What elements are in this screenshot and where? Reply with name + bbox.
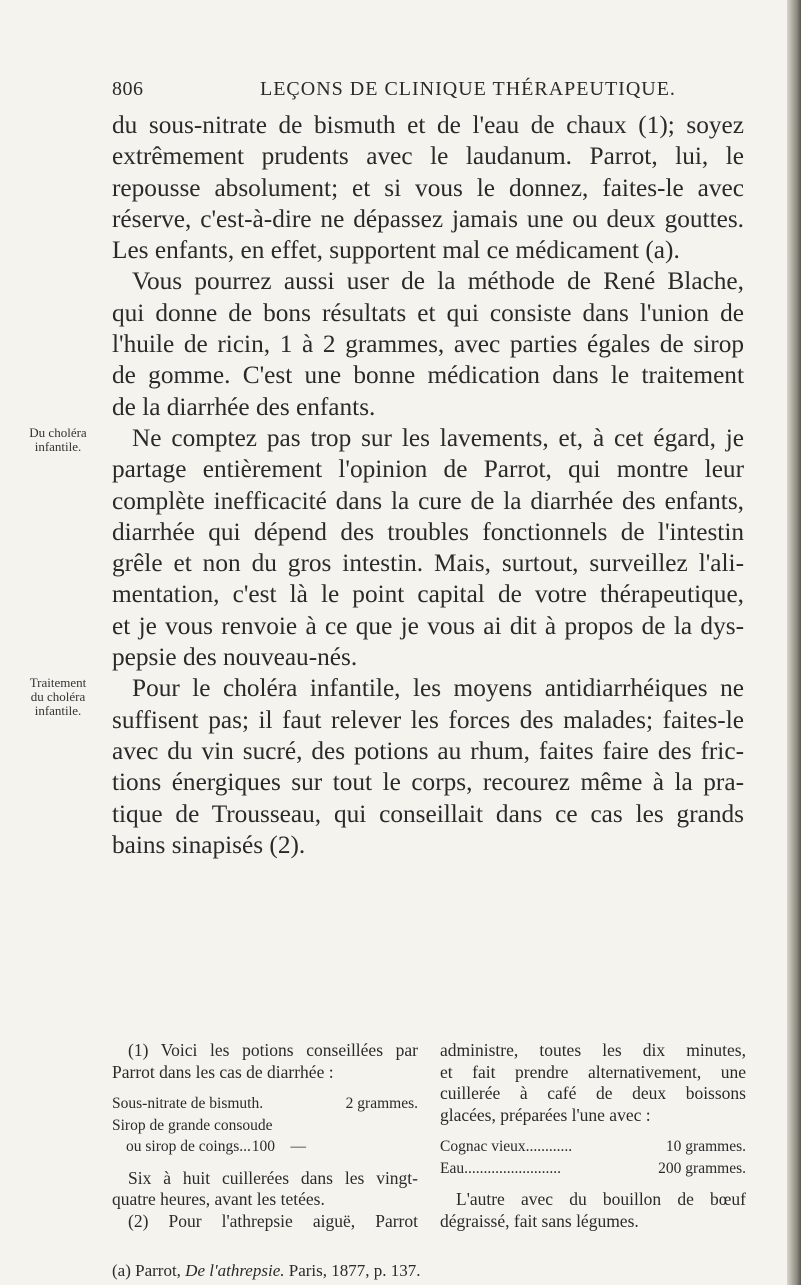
text-line: réserve, c'est-à-dire ne dépassez jamais une ou deux gouttes. — [112, 204, 744, 233]
text-line: de gomme. C'est une bonne médication dans le traitement — [112, 361, 744, 390]
text-line: extrêmement prudents avec le laudanum. Parrot, lui, le — [112, 142, 744, 171]
recipe-quantity: 10 grammes. — [665, 1138, 746, 1155]
text-line: Les enfants, en effet, supportent mal ce médicament (a). — [112, 236, 680, 265]
text-line: partage entièrement l'opinion de Parrot, qui montre leur — [112, 455, 744, 484]
margin-note-line: infantile. — [34, 439, 82, 454]
footnote-line: Six à huit cuillerées dans les vingt- — [128, 1167, 418, 1188]
margin-note-line: infantile. — [34, 703, 82, 718]
text-line: suffisent pas; il faut relever les forces des malades; faites-le — [112, 705, 744, 734]
recipe-ingredient: Cognac vieux............ — [440, 1138, 573, 1155]
text-line: Pour le choléra infantile, les moyens antidiarrhéiques ne — [132, 674, 744, 703]
footnote-line: L'autre avec du bouillon de bœuf — [456, 1189, 746, 1209]
recipe-row — [112, 1115, 418, 1137]
text-line: complète inefficacité dans la cure de la diarrhée des enfants, — [112, 486, 744, 515]
text-line: repousse absolument; et si vous le donnez, faites-le avec — [112, 173, 744, 202]
margin-note-line: du choléra — [30, 689, 86, 704]
paragraph-4 — [112, 673, 744, 861]
reference-marker: (a) — [112, 1261, 131, 1280]
text-line: l'huile de ricin, 1 à 2 grammes, avec parties égales de sirop — [112, 330, 744, 359]
footnote-line: (2) Pour l'athrepsie aiguë, Parrot — [128, 1210, 418, 1231]
footnote-line: dégraissé, fait sans légumes. — [440, 1210, 639, 1231]
text-line: grêle et non du gros intestin. Mais, surtout, surveillez l'ali- — [112, 549, 744, 578]
text-line: Ne comptez pas trop sur les lavements, et, à cet égard, je — [132, 423, 744, 452]
footnote-column-left — [112, 1040, 418, 1232]
text-line: mentation, c'est là le point capital de votre thérapeutique, — [112, 580, 744, 609]
footnote-column-right — [440, 1040, 746, 1232]
reference-work: De l'athrepsie. — [185, 1261, 285, 1280]
text-line: Vous pourrez aussi user de la méthode de René Blache, — [132, 267, 744, 296]
bibliographic-reference — [112, 1261, 748, 1281]
reference-details: Paris, 1877, p. 137. — [288, 1261, 421, 1280]
book-title: LEÇONS DE CLINIQUE THÉRAPEUTIQUE. — [260, 78, 676, 100]
text-line: avec du vin sucré, des potions au rhum, faites faire des fric- — [112, 736, 744, 765]
recipe-row — [440, 1136, 746, 1158]
footnote-line: administre, toutes les dix minutes, — [440, 1040, 746, 1060]
text-line: qui donne de bons résultats et qui consiste dans l'union de — [112, 298, 744, 327]
recipe-row — [112, 1093, 418, 1115]
recipe-ingredient: Sirop de grande consoude — [112, 1116, 273, 1134]
paragraph-2 — [112, 266, 744, 422]
recipe-quantity: 200 grammes. — [658, 1159, 746, 1177]
footnote-line: (1) Voici les potions conseillées par — [128, 1040, 418, 1060]
text-line: diarrhée qui dépend des troubles fonctionnels de l'intestin — [112, 517, 744, 546]
text-line: tique de Trousseau, qui conseillait dans ce cas les grands — [112, 799, 744, 828]
text-line: de la diarrhée des enfants. — [112, 392, 376, 421]
margin-note-traitement — [12, 676, 104, 718]
reference-author: Parrot, — [135, 1261, 181, 1280]
paragraph-3 — [112, 423, 744, 673]
margin-note-line: Traitement — [29, 675, 87, 690]
footnote-line: et fait prendre alternativement, une — [440, 1061, 746, 1082]
recipe-quantity: 100 — — [251, 1138, 306, 1155]
paragraph-1 — [112, 110, 744, 266]
recipe-row — [112, 1136, 306, 1158]
text-line: pepsie des nouveau-nés. — [112, 643, 358, 672]
text-line: tions énergiques sur tout le corps, recourez même à la pra- — [112, 768, 744, 797]
recipe-ingredient: Eau......................... — [440, 1159, 561, 1177]
footnote-line: cuillerée à café de deux boissons — [440, 1083, 746, 1103]
footnote-line: Parrot dans les cas de diarrhée : — [112, 1061, 334, 1082]
recipe-row — [440, 1158, 746, 1180]
recipe-quantity: 2 grammes. — [345, 1095, 418, 1112]
footnote-line: glacées, préparées l'une avec : — [440, 1104, 651, 1125]
page-number: 806 — [112, 78, 144, 100]
text-line: du sous-nitrate de bismuth et de l'eau de chaux (1); soyez — [112, 111, 744, 139]
recipe-ingredient: ou sirop de coings... — [126, 1138, 251, 1155]
running-head — [112, 78, 752, 102]
text-line: et je vous renvoie à ce que je vous ai dit à propos de la dys- — [112, 611, 744, 640]
recipe-ingredient: Sous-nitrate de bismuth. — [112, 1095, 264, 1112]
text-line: bains sinapisés (2). — [112, 830, 306, 859]
footnote-line: quatre heures, avant les tetées. — [112, 1189, 325, 1209]
margin-note-line: Du choléra — [29, 425, 87, 440]
page-edge-shadow — [787, 0, 801, 1285]
margin-note-cholera-infantile — [12, 426, 104, 454]
main-text — [112, 110, 744, 861]
